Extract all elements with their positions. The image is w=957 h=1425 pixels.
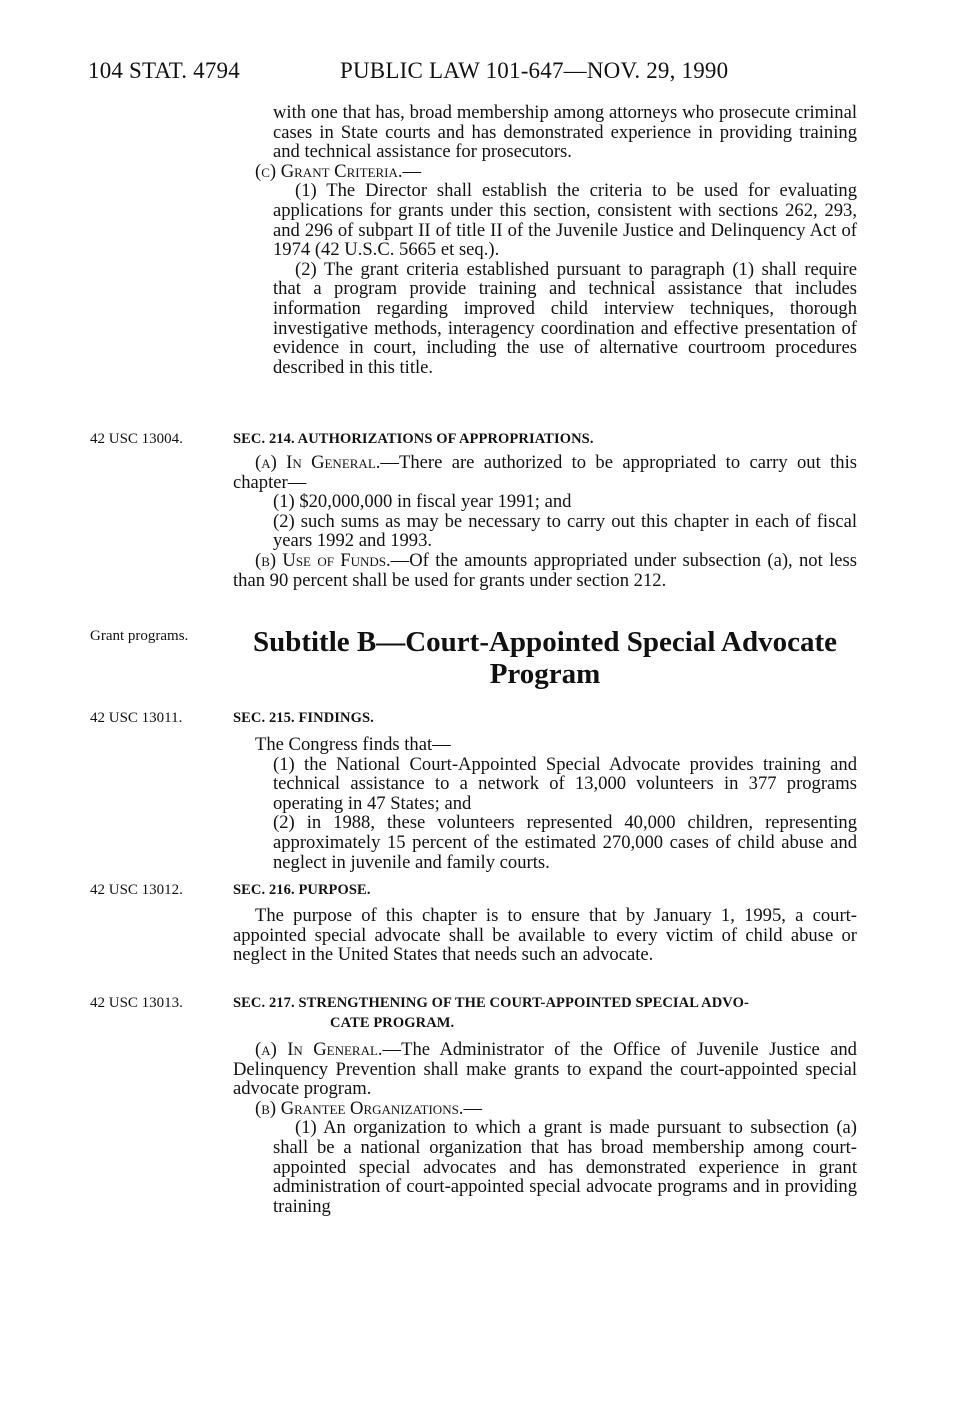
margin-note-grant-programs: Grant programs.: [90, 628, 189, 644]
subsection-c-label: [233, 162, 857, 182]
sec-214-a2: (2) such sums as may be necessary to carry out this chapter in each of fiscal years 1992 and 1993.: [273, 510, 857, 552]
sec-217-a-text: —The Administrator of the Office of Juvenile Justice and Delinquency Prevention shall make grants to expand the court-appointed special advocate program.: [233, 1039, 857, 1100]
subtitle-b-line2: Program: [489, 658, 601, 690]
sec-216-text: The purpose of this chapter is to ensure that by January 1, 1995, a court-appointed special advocate shall be available to every victim of child abuse or neglect in the United States that needs such an advocate.: [233, 905, 857, 966]
sec-215-intro: The Congress finds that—: [255, 734, 451, 755]
sec-216-heading: SEC. 216. PURPOSE.: [233, 882, 371, 898]
subsection-c-heading: (c) Grant Criteria.—: [255, 160, 422, 182]
sec-214-a1: (1) $20,000,000 in fiscal year 1991; and: [273, 491, 572, 513]
sec-214-b-heading: (b) Use of Funds.: [255, 549, 391, 571]
sec-217-heading-line2: CATE PROGRAM.: [330, 1015, 455, 1031]
sec-217-body: [233, 1040, 857, 1216]
sec-217-heading-line1: SEC. 217. STRENGTHENING OF THE COURT-APPOINTED SPECIAL ADVO-: [233, 995, 749, 1011]
sec-217-subsection-b-label: [233, 1099, 857, 1119]
margin-note-usc-13012: 42 USC 13012.: [90, 882, 183, 898]
margin-note-usc-13011: 42 USC 13011.: [90, 710, 183, 726]
page-header-law: PUBLIC LAW 101-647—NOV. 29, 1990: [340, 58, 729, 83]
continuation-paragraph: with one that has, broad membership among attorneys who prosecute criminal cases in State courts and has demonstrated experience in providing training and technical assistance for prosecutors.: [273, 102, 857, 163]
sec-214-subsection-b: [233, 551, 857, 590]
sec-217-b-heading: (b) Grantee Organizations.—: [255, 1097, 483, 1119]
sec-215-finding-1: (1) the National Court-Appointed Special Advocate provides training and technical assistance to a network of 13,000 volunteers in 377 programs operating in 47 States; and: [273, 753, 857, 814]
sec-217-subsection-a: [233, 1040, 857, 1099]
sec-217-a-heading: (a) In General.: [255, 1039, 383, 1060]
subtitle-b-heading: [233, 626, 857, 690]
paragraph-c1: (1) The Director shall establish the criteria to be used for evaluating applications for grants under this section, consistent with sections 262, 293, and 296 of subpart II of title II of the Juvenile Justice and Delinquency Act of 1974 (42 U.S.C. 5665 et seq.).: [273, 180, 857, 261]
sec-216-body: [233, 906, 857, 965]
continuation-block: [233, 103, 857, 377]
sec-214-b-text: —Of the amounts appropriated under subsection (a), not less than 90 percent shall be used for grants under section 212.: [233, 549, 857, 591]
sec-214-heading: SEC. 214. AUTHORIZATIONS OF APPROPRIATIONS.: [233, 431, 594, 447]
margin-note-usc-13013: 42 USC 13013.: [90, 995, 183, 1011]
page-header-stat: 104 STAT. 4794: [88, 58, 240, 83]
sec-214-body: [233, 453, 857, 590]
sec-214-a-text: —There are authorized to be appropriated to carry out this chapter—: [233, 452, 857, 493]
sec-215-body: [233, 735, 857, 872]
subtitle-b-line1: Subtitle B—Court-Appointed Special Advocate: [252, 626, 838, 658]
sec-215-heading: SEC. 215. FINDINGS.: [233, 710, 374, 726]
sec-215-finding-2: (2) in 1988, these volunteers represented 40,000 children, representing approximately 15 percent of the estimated 270,000 cases of child abuse and neglect in juvenile and family courts.: [273, 812, 857, 873]
margin-note-usc-13004: 42 USC 13004.: [90, 431, 183, 447]
sec-214-subsection-a: [233, 453, 857, 492]
sec-217-b1: (1) An organization to which a grant is made pursuant to subsection (a) shall be a national organization that has broad membership among court-appointed special advocates and has demonstrated experience in grant administration of court-appointed special advocate programs and in providing training: [273, 1117, 857, 1217]
paragraph-c2: (2) The grant criteria established pursuant to paragraph (1) shall require that a program provide training and technical assistance that includes information regarding improved child interview techniques, thorough investigative methods, interagency coordination and effective presentation of evidence in court, including the use of alternative courtroom procedures described in this title.: [273, 258, 857, 378]
sec-214-a-heading: (a) In General.: [255, 452, 381, 473]
